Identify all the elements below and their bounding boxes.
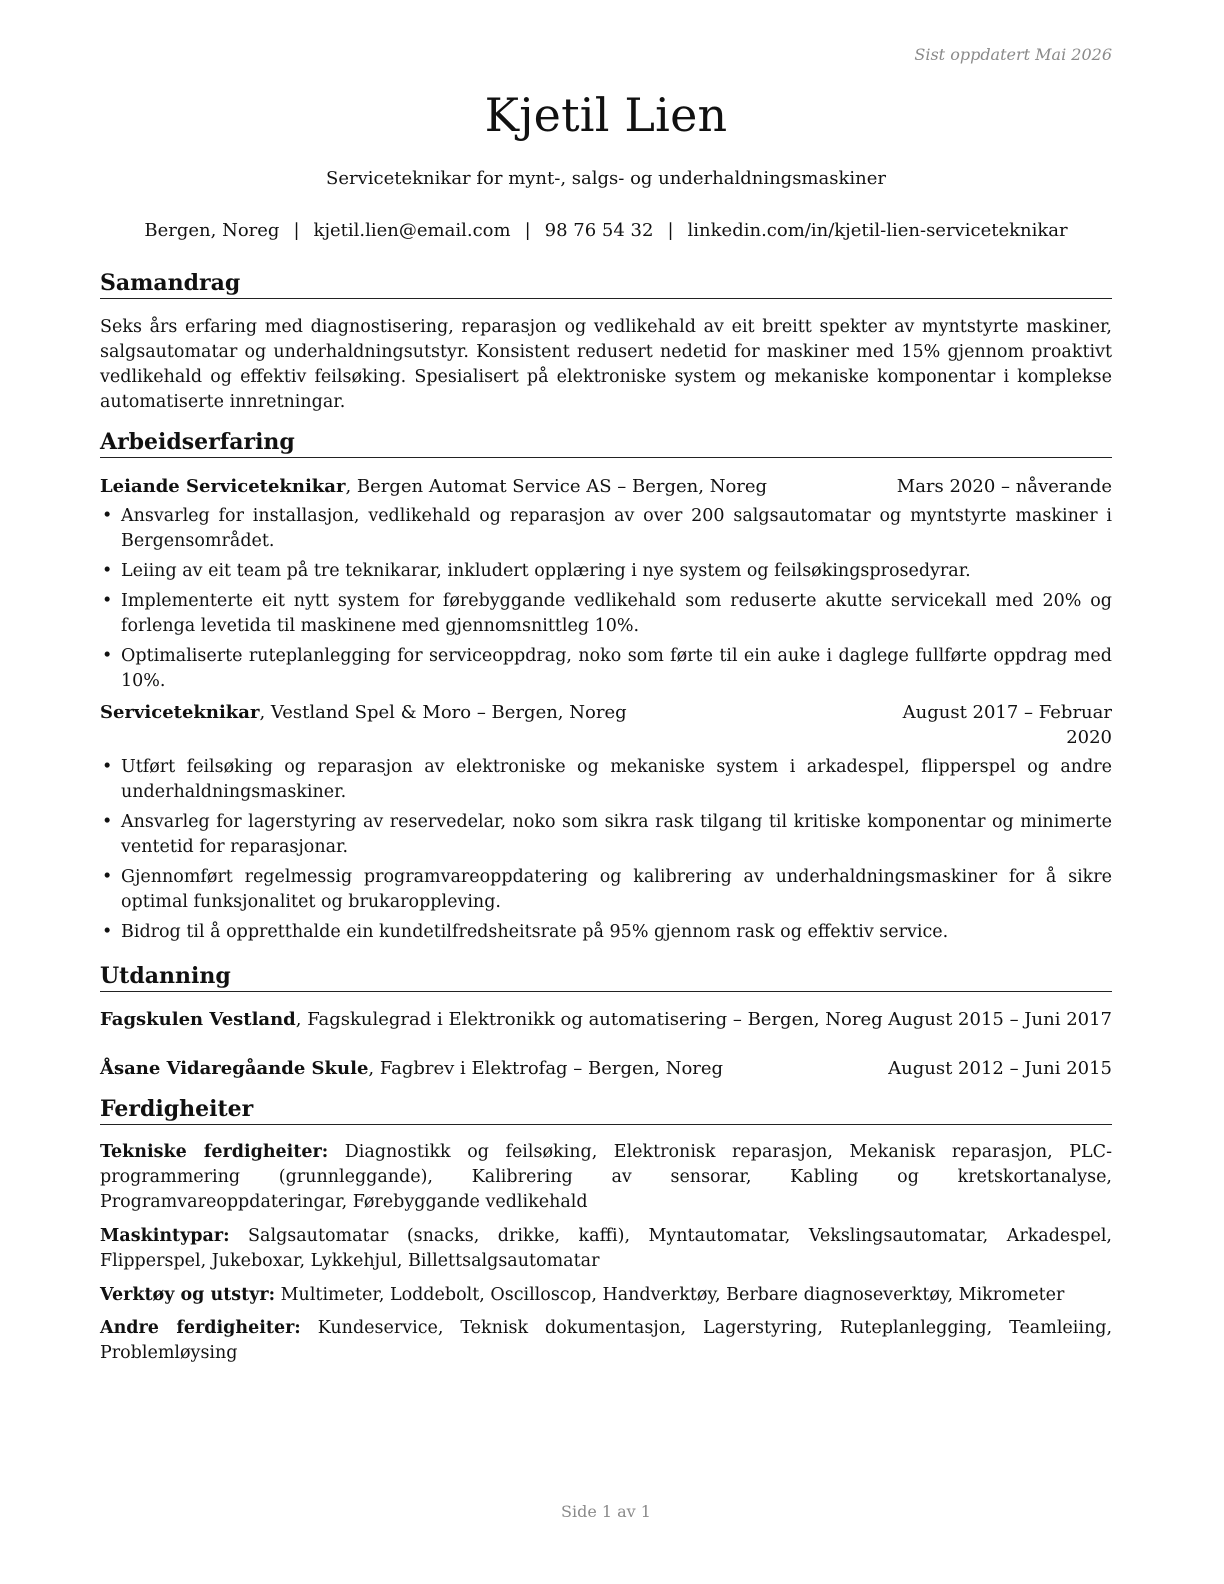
summary-text: Seks års erfaring med diagnostisering, reparasjon og vedlikehald av eit breitt spekter av myntstyrte maskiner, salgsautomatar og underhaldningsutstyr. Konsistent redusert nedetid for maskiner med 15% gjennom proaktivt vedlikehald og effektiv feilsøking. Spesialisert på elektroniske system og mekaniske komponentar i komplekse automatiserte innretningar.: [100, 317, 1112, 412]
education-school: Fagskulen Vestland: [100, 1009, 296, 1030]
job-role-company: [100, 700, 627, 725]
job-header: [100, 474, 1112, 499]
education-dates: August 2015 – Juni 2017: [888, 1009, 1112, 1030]
job-bullets: [100, 755, 1112, 950]
job-dates: August 2017 – Februar 2020: [902, 702, 1112, 748]
section-title-skills: Ferdigheiter: [100, 1096, 1112, 1125]
skill-text: Salgsautomatar (snacks, drikke, kaffi), Myntautomatar, Vekslingsautomatar, Arkadespel, Flipperspel, Jukeboxar, Lykkehjul, Billettsalgsautomatar: [100, 1226, 1112, 1271]
list-item: • Implementerte eit nytt system for førebyggande vedlikehald som reduserte akutte servicekall med 20% og forlenga levetida til maskinene med gjennomsnittleg 10%.: [100, 589, 1112, 639]
contact-phone: 98 76 54 32: [544, 220, 654, 241]
education-item: [100, 1056, 1112, 1081]
resume-page: [100, 0, 1112, 1584]
contact-separator: |: [524, 220, 531, 241]
list-item: • Bidrog til å oppretthalde ein kundetilfredsheitsrate på 95% gjennom rask og effektiv service.: [100, 920, 1112, 945]
skill-group: [100, 1140, 1112, 1215]
contact-separator: |: [293, 220, 300, 241]
skill-label: Maskintypar:: [100, 1226, 230, 1246]
job-bullets: [100, 504, 1112, 699]
section-title-summary: Samandrag: [100, 270, 1112, 299]
skill-group: [100, 1316, 1112, 1366]
skill-text: Diagnostikk og feilsøking, Elektronisk reparasjon, Mekanisk reparasjon, PLC-programmering (grunnleggande), Kalibrering av sensorar, Kabling og kretskortanalyse, Programvareoppdateringar, Førebyggande vedlikehald: [100, 1142, 1112, 1212]
candidate-name: Kjetil Lien: [484, 88, 728, 142]
contact-line: [100, 220, 1112, 241]
skill-text: Kundeservice, Teknisk dokumentasjon, Lagerstyring, Ruteplanlegging, Teamleiing, Problemløysing: [100, 1318, 1113, 1363]
education-item: [100, 1007, 1112, 1032]
skill-label: Tekniske ferdigheiter:: [100, 1142, 329, 1162]
job-role-company: [100, 474, 767, 499]
skill-label: Verktøy og utstyr:: [100, 1285, 276, 1305]
page-number: Side 1 av 1: [561, 1502, 651, 1521]
education-school: Åsane Vidaregåande Skule: [100, 1058, 369, 1079]
section-title-experience: Arbeidserfaring: [100, 429, 1112, 458]
contact-email[interactable]: kjetil.lien@email.com: [313, 220, 511, 241]
list-item: • Optimaliserte ruteplanlegging for serviceoppdrag, noko som førte til ein auke i daglege fullførte oppdrag med 10%.: [100, 644, 1112, 694]
skill-group: [100, 1224, 1112, 1274]
job-role: Serviceteknikar: [100, 702, 260, 723]
education-degree: , Fagbrev i Elektrofag – Bergen, Noreg: [368, 1058, 724, 1079]
job-company: , Vestland Spel & Moro – Bergen, Noreg: [259, 702, 627, 723]
last-updated: Sist oppdatert Mai 2026: [914, 45, 1112, 64]
candidate-title: Serviceteknikar for mynt-, salgs- og underhaldningsmaskiner: [326, 168, 886, 189]
skill-text: Multimeter, Loddebolt, Oscilloscop, Handverktøy, Berbare diagnoseverktøy, Mikrometer: [275, 1285, 1065, 1305]
job-dates: Mars 2020 – nåverande: [896, 476, 1112, 497]
list-item: • Ansvarleg for installasjon, vedlikehald og reparasjon av over 200 salgsautomatar og myntstyrte maskiner i Bergensområdet.: [100, 504, 1112, 554]
contact-separator: |: [667, 220, 674, 241]
job-role: Leiande Serviceteknikar: [100, 476, 346, 497]
education-school-degree: [100, 1007, 883, 1032]
education-school-degree: [100, 1056, 723, 1081]
job-company: , Bergen Automat Service AS – Bergen, Noreg: [345, 476, 768, 497]
section-title-education: Utdanning: [100, 963, 1112, 992]
job-header: [100, 700, 1112, 750]
education-degree: , Fagskulegrad i Elektronikk og automatisering – Bergen, Noreg: [295, 1009, 883, 1030]
list-item: • Gjennomført regelmessig programvareoppdatering og kalibrering av underhaldningsmaskiner for å sikre optimal funksjonalitet og brukaroppleving.: [100, 865, 1112, 915]
list-item: • Utført feilsøking og reparasjon av elektroniske og mekaniske system i arkadespel, flipperspel og andre underhaldningsmaskiner.: [100, 755, 1112, 805]
skill-label: Andre ferdigheiter:: [100, 1318, 301, 1338]
contact-location: Bergen, Noreg: [144, 220, 280, 241]
list-item: • Ansvarleg for lagerstyring av reservedelar, noko som sikra rask tilgang til kritiske komponentar og minimerte ventetid for reparasjonar.: [100, 810, 1112, 860]
skill-group: [100, 1283, 1112, 1308]
list-item: • Leiing av eit team på tre teknikarar, inkludert opplæring i nye system og feilsøkingsprosedyrar.: [100, 559, 1112, 584]
contact-linkedin[interactable]: linkedin.com/in/kjetil-lien-serviceteknikar: [687, 220, 1068, 241]
education-dates: August 2012 – Juni 2015: [888, 1058, 1112, 1079]
